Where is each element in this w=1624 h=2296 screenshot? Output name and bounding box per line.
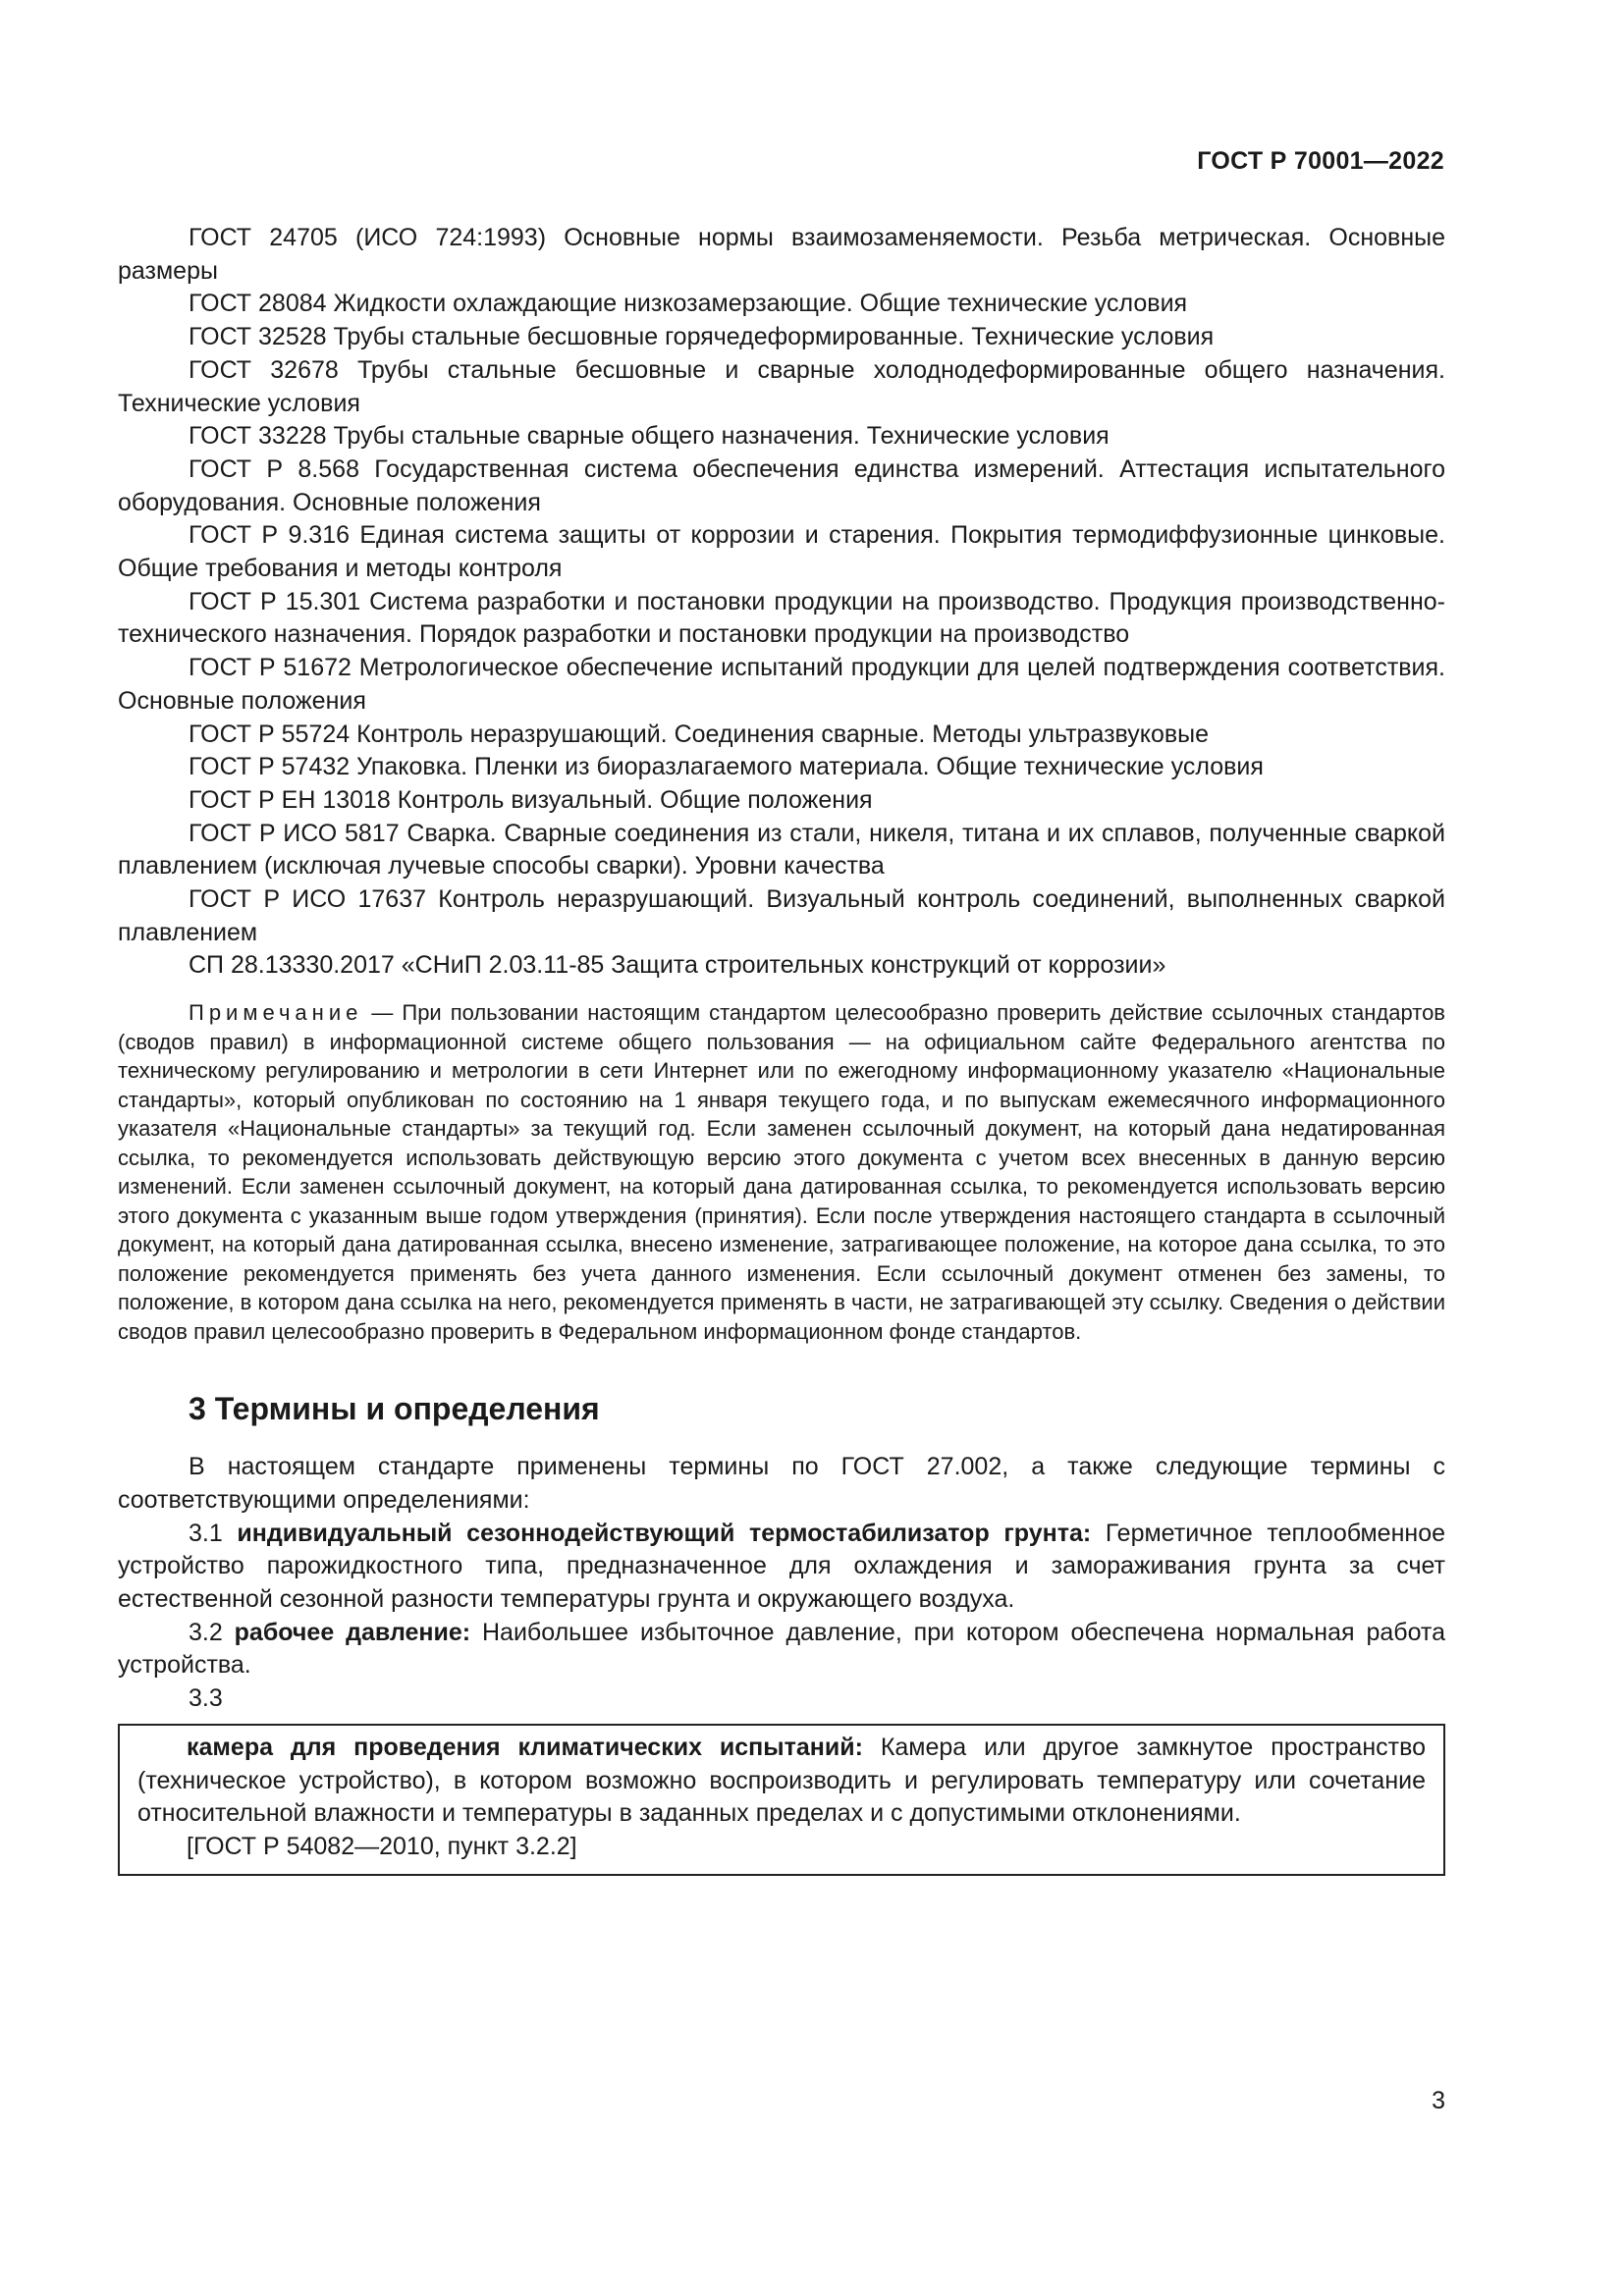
reference-item: ГОСТ 32678 Трубы стальные бесшовные и сварные холоднодеформированные общего назначения. Технические условия (118, 355, 1445, 417)
term-definition-3-2 (118, 1617, 1445, 1682)
document-code-header: ГОСТ Р 70001—2022 (1197, 147, 1444, 175)
term-name: камера для проведения климатических испытаний: (187, 1733, 863, 1761)
note-text: — При пользовании настоящим стандартом целесообразно проверить действие ссылочных стандартов (сводов правил) в информационной системе общего пользования — на официальном сайте Федерального агентства по техническому регулированию и метрологии в сети Интернет или по ежегодному информационному указателю «Национальные стандарты», который опубликован по состоянию на 1 января текущего года, и по выпускам ежемесячного информационного указателя «Национальные стандарты» за текущий год. Если заменен ссылочный документ, на который дана недатированная ссылка, то рекомендуется использовать действующую версию этого документа с учетом всех внесенных в данную версию изменений. Если заменен ссылочный документ, на который дана датированная ссылка, то рекомендуется использовать версию этого документа с указанным выше годом утверждения (принятия). Если после утверждения настоящего стандарта в ссылочный документ, на который дана датированная ссылка, внесено изменение, затрагивающее положение, на которое дана ссылка, то это положение рекомендуется применять без учета данного изменения. Если ссылочный документ отменен без замены, то положение, в котором дана ссылка на него, рекомендуется применять в части, не затрагивающей эту ссылку. Сведения о действии сводов правил целесообразно проверить в Федеральном информационном фонде стандартов. (118, 1000, 1445, 1344)
note-label: Примечание (189, 1000, 363, 1026)
term-name: рабочее давление: (234, 1618, 471, 1646)
reference-item: ГОСТ Р 55724 Контроль неразрушающий. Соединения сварные. Методы ультразвуковые (189, 720, 1210, 748)
term-definition-text: Герметичное теплообменное устройство парожидкостного типа, предназначенное для охлаждения и замораживания грунта за счет естественной сезонной разности температуры грунта и окружающего воздуха. (118, 1519, 1445, 1613)
reference-item: ГОСТ 28084 Жидкости охлаждающие низкозамерзающие. Общие технические условия (189, 290, 1188, 318)
section-title: 3 Термины и определения (189, 1391, 600, 1427)
reference-item: ГОСТ 24705 (ИСО 724:1993) Основные нормы взаимозаменяемости. Резьба метрическая. Основные размеры (118, 224, 1445, 285)
reference-item: ГОСТ Р 57432 Упаковка. Пленки из биоразлагаемого материала. Общие технические условия (189, 753, 1264, 781)
term-source-reference: [ГОСТ Р 54082—2010, пункт 3.2.2] (187, 1832, 577, 1860)
section-intro: В настоящем стандарте применены термины по ГОСТ 27.002, а также следующие термины с соответствующими определениями: (118, 1453, 1445, 1514)
reference-item: ГОСТ 32528 Трубы стальные бесшовные горячедеформированные. Технические условия (189, 323, 1215, 351)
term-definition-text: Наибольшее избыточное давление, при котором обеспечена нормальная работа устройства. (118, 1618, 1446, 1680)
reference-item: СП 28.13330.2017 «СНиП 2.03.11-85 Защита строительных конструкций от коррозии» (189, 951, 1166, 980)
term-definition-text: Камера или другое замкнутое пространство (техническое устройство), в котором возможно воспроизводить и регулировать температуру или сочетание относительной влажности и температуры в заданных пределах и с допустимыми отклонениями. (137, 1733, 1426, 1828)
reference-item: ГОСТ Р ИСО 17637 Контроль неразрушающий. Визуальный контроль соединений, выполненных сваркой плавлением (118, 885, 1445, 946)
term-name: индивидуальный сезоннодействующий термостабилизатор грунта: (237, 1519, 1092, 1547)
reference-item: ГОСТ Р 8.568 Государственная система обеспечения единства измерений. Аттестация испытательного оборудования. Основные положения (118, 454, 1445, 516)
reference-item: ГОСТ Р 51672 Метрологическое обеспечение испытаний продукции для целей подтверждения соответствия. Основные положения (118, 654, 1445, 715)
quoted-term-box (118, 1724, 1445, 1876)
term-definition-3-1 (118, 1518, 1445, 1617)
reference-item: ГОСТ Р 9.316 Единая система защиты от коррозии и старения. Покрытия термодиффузионные цинковые. Общие требования и методы контроля (118, 521, 1445, 583)
page-number: 3 (1432, 2087, 1445, 2114)
term-number: 3.2 (189, 1618, 235, 1646)
reference-item: ГОСТ Р ИСО 5817 Сварка. Сварные соединения из стали, никеля, титана и их сплавов, полученные сваркой плавлением (исключая лучевые способы сварки). Уровни качества (118, 819, 1445, 881)
page-content (118, 222, 1445, 1876)
term-definition-3-3 (137, 1732, 1426, 1831)
note-paragraph (118, 998, 1445, 1346)
term-number: 3.1 (189, 1519, 238, 1547)
normative-references-list (118, 222, 1445, 983)
reference-item: ГОСТ Р 15.301 Система разработки и постановки продукции на производство. Продукция производственно-технического назначения. Порядок разработки и постановки продукции на производство (118, 587, 1445, 649)
term-number-3-3: 3.3 (189, 1684, 223, 1713)
reference-item: ГОСТ 33228 Трубы стальные сварные общего назначения. Технические условия (189, 422, 1110, 451)
reference-item: ГОСТ Р ЕН 13018 Контроль визуальный. Общие положения (189, 785, 873, 814)
